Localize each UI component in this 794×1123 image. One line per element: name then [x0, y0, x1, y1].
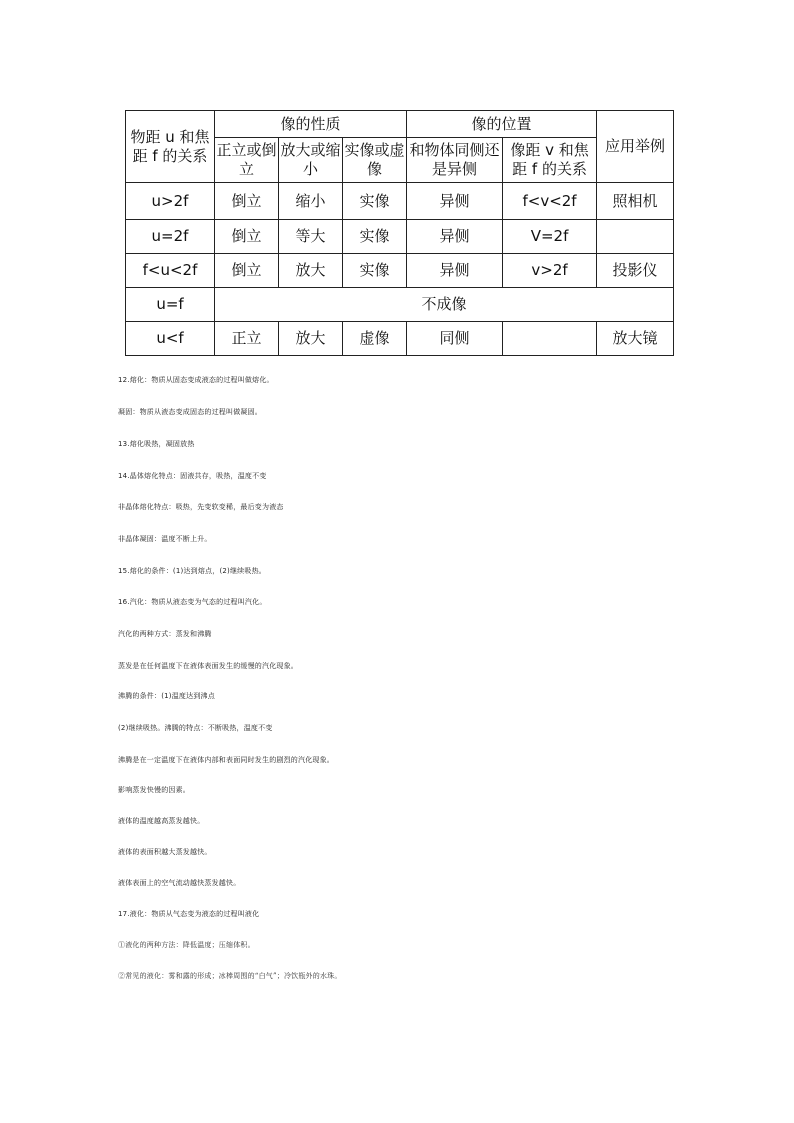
- note-line: 17.液化：物质从气态变为液态的过程叫液化: [118, 910, 260, 918]
- cell-image-distance: v>2f: [503, 254, 597, 288]
- note-line: 液体的表面积越大蒸发越快。: [118, 848, 212, 856]
- cell-no-image: 不成像: [215, 288, 674, 322]
- cell-type: 实像: [343, 183, 407, 220]
- cell-relation: u>2f: [126, 183, 215, 220]
- cell-type: 实像: [343, 220, 407, 254]
- cell-type: 实像: [343, 254, 407, 288]
- cell-relation: u<f: [126, 322, 215, 356]
- cell-orientation: 倒立: [215, 220, 279, 254]
- cell-image-distance: f<v<2f: [503, 183, 597, 220]
- header-position: 像的位置: [407, 111, 597, 138]
- cell-relation: f<u<2f: [126, 254, 215, 288]
- header-image-distance: 像距 v 和焦距 f 的关系: [503, 138, 597, 183]
- note-line: 14.晶体熔化特点：固液共存，吸热，温度不变: [118, 472, 267, 480]
- cell-application: 照相机: [597, 183, 674, 220]
- cell-type: 虚像: [343, 322, 407, 356]
- note-line: 15.熔化的条件：(1)达到熔点，(2)继续吸热。: [118, 567, 266, 575]
- note-line: 液体表面上的空气流动越快蒸发越快。: [118, 879, 241, 887]
- note-line: 液体的温度越高蒸发越快。: [118, 817, 205, 825]
- cell-side: 异侧: [407, 183, 503, 220]
- cell-application: [597, 220, 674, 254]
- cell-orientation: 倒立: [215, 254, 279, 288]
- cell-size: 放大: [279, 322, 343, 356]
- cell-image-distance: [503, 322, 597, 356]
- cell-orientation: 倒立: [215, 183, 279, 220]
- cell-side: 同侧: [407, 322, 503, 356]
- cell-application: 放大镜: [597, 322, 674, 356]
- cell-image-distance: V=2f: [503, 220, 597, 254]
- cell-side: 异侧: [407, 220, 503, 254]
- note-line: 蒸发是在任何温度下在液体表面发生的缓慢的汽化现象。: [118, 662, 298, 670]
- header-orientation: 正立或倒立: [215, 138, 279, 183]
- note-line: 沸腾是在一定温度下在液体内部和表面同时发生的剧烈的汽化现象。: [118, 756, 334, 764]
- note-line: (2)继续吸热。沸腾的特点：不断吸热，温度不变: [118, 724, 273, 732]
- cell-application: 投影仪: [597, 254, 674, 288]
- cell-size: 缩小: [279, 183, 343, 220]
- header-type: 实像或虚像: [343, 138, 407, 183]
- lens-imaging-table: [125, 110, 674, 356]
- note-line: 沸腾的条件：(1)温度达到沸点: [118, 692, 215, 700]
- note-line: ②常见的液化：雾和露的形成；冰棒周围的“白气”；冷饮瓶外的水珠。: [118, 972, 342, 980]
- note-line: 13.熔化吸热，凝固放热: [118, 440, 195, 448]
- note-line: 影响蒸发快慢的因素。: [118, 786, 190, 794]
- cell-relation: u=f: [126, 288, 215, 322]
- note-line: 凝固：物质从液态变成固态的过程叫做凝固。: [118, 408, 262, 416]
- header-size: 放大或缩小: [279, 138, 343, 183]
- note-line: 非晶体凝固：温度不断上升。: [118, 535, 212, 543]
- header-relation: 物距 u 和焦距 f 的关系: [126, 111, 215, 183]
- cell-orientation: 正立: [215, 322, 279, 356]
- cell-size: 等大: [279, 220, 343, 254]
- note-line: ①液化的两种方法：降低温度；压缩体积。: [118, 941, 255, 949]
- cell-size: 放大: [279, 254, 343, 288]
- cell-side: 异侧: [407, 254, 503, 288]
- note-line: 16.汽化：物质从液态变为气态的过程叫汽化。: [118, 598, 267, 606]
- header-nature: 像的性质: [215, 111, 407, 138]
- header-application: 应用举例: [597, 111, 674, 183]
- note-line: 非晶体熔化特点：吸热，先变软变稀，最后变为液态: [118, 503, 284, 511]
- note-line: 12.熔化：物质从固态变成液态的过程叫做熔化。: [118, 376, 274, 384]
- cell-relation: u=2f: [126, 220, 215, 254]
- header-side: 和物体同侧还是异侧: [407, 138, 503, 183]
- note-line: 汽化的两种方式：蒸发和沸腾: [118, 630, 212, 638]
